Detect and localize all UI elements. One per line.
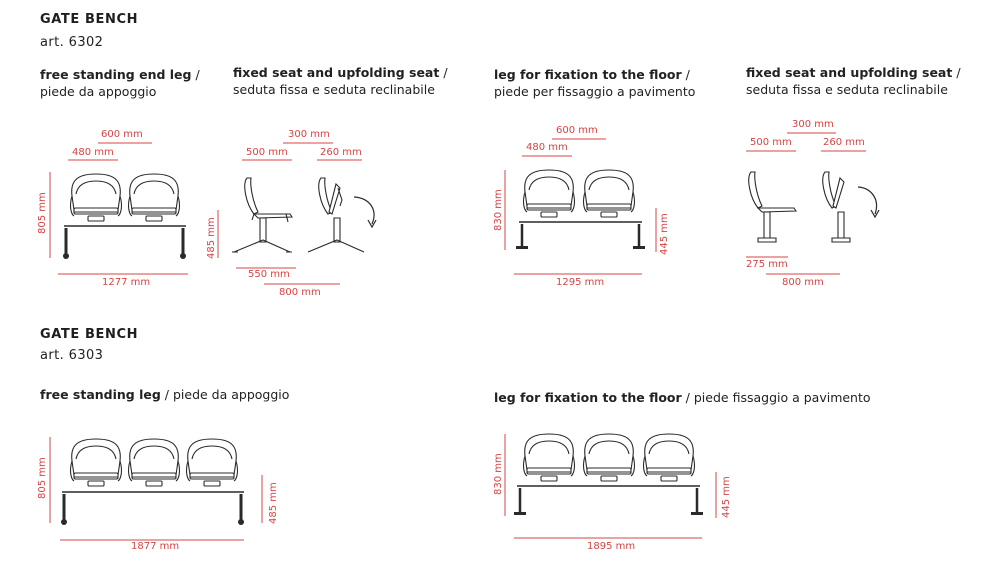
caption-italian: piede per fissaggio a pavimento	[494, 84, 696, 99]
caption-bold: fixed seat and upfolding seat	[746, 65, 953, 80]
dim-a2-800: 800 mm	[279, 287, 321, 298]
dim-a3-830: 830 mm	[493, 189, 504, 231]
drawing-a3	[516, 170, 645, 249]
section2-article: art. 6303	[40, 348, 104, 363]
caption-italian: piede da appoggio	[172, 387, 290, 402]
dim-a1-600: 600 mm	[101, 129, 143, 140]
caption-bold: free standing end leg	[40, 67, 192, 82]
caption-italian: piede da appoggio	[40, 84, 157, 99]
caption-italian: piede fissaggio a pavimento	[693, 390, 871, 405]
dim-a3-445: 445 mm	[659, 213, 670, 255]
drawing-b1	[61, 439, 244, 525]
dim-b2-830: 830 mm	[493, 453, 504, 495]
dim-b2-445: 445 mm	[721, 476, 732, 518]
caption-sep: /	[160, 387, 173, 402]
dim-a1-485: 485 mm	[206, 217, 217, 259]
dim-a2-300: 300 mm	[288, 129, 330, 140]
caption-sep: /	[681, 390, 694, 405]
dim-a4-300: 300 mm	[792, 119, 834, 130]
dim-a1-805: 805 mm	[37, 192, 48, 234]
dim-a2-550: 550 mm	[248, 269, 290, 280]
caption-sep: /	[952, 65, 961, 80]
drawing-a2	[232, 178, 376, 252]
dim-a1-1277: 1277 mm	[102, 277, 151, 288]
caption-sep: /	[681, 67, 690, 82]
caption-bold: leg for fixation to the floor	[494, 390, 682, 405]
caption-bold: free standing leg	[40, 387, 161, 402]
caption-italian: seduta fissa e seduta reclinabile	[746, 82, 948, 97]
caption-bold: fixed seat and upfolding seat	[233, 65, 440, 80]
dim-a4-275: 275 mm	[746, 259, 788, 270]
dim-b2-1895: 1895 mm	[587, 541, 636, 552]
drawing-a4	[749, 172, 879, 242]
caption-italian: seduta fissa e seduta reclinabile	[233, 82, 435, 97]
dim-b1-485: 485 mm	[268, 482, 279, 524]
dim-a4-500: 500 mm	[750, 137, 792, 148]
dim-a2-500: 500 mm	[246, 147, 288, 158]
dims-a4	[746, 133, 866, 274]
section1-article: art. 6302	[40, 35, 104, 50]
dim-a3-480: 480 mm	[526, 142, 568, 153]
drawing-a1	[63, 174, 186, 259]
dim-b1-1877: 1877 mm	[131, 541, 180, 552]
dim-a4-260: 260 mm	[823, 137, 865, 148]
caption-sep: /	[191, 67, 200, 82]
section1-title: GATE BENCH	[40, 12, 139, 27]
caption-sep: /	[439, 65, 448, 80]
dim-a4-800: 800 mm	[782, 277, 824, 288]
dim-a1-480: 480 mm	[72, 147, 114, 158]
drawing-b2	[514, 434, 703, 515]
section2-title: GATE BENCH	[40, 327, 139, 342]
caption-bold: leg for fixation to the floor	[494, 67, 682, 82]
dim-b1-805: 805 mm	[37, 457, 48, 499]
dim-a2-260: 260 mm	[320, 147, 362, 158]
dim-a3-600: 600 mm	[556, 125, 598, 136]
dim-a3-1295: 1295 mm	[556, 277, 605, 288]
